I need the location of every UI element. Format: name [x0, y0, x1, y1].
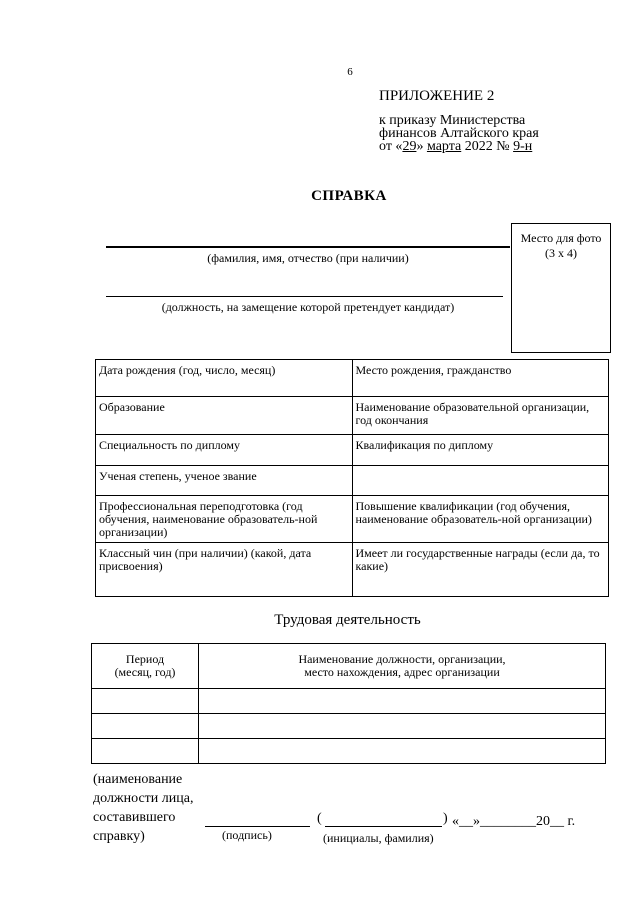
signer-line-2: должности лица,	[93, 791, 194, 806]
signer-line-1: (наименование	[93, 772, 183, 787]
signer-position-label	[93, 770, 193, 846]
empty-cell[interactable]	[352, 466, 609, 496]
appendix-month: марта	[426, 139, 462, 154]
appendix-line-2: финансов Алтайского края	[379, 126, 539, 141]
date-field[interactable]: «__»________20__ г.	[452, 814, 576, 829]
initials-open-paren: (	[317, 811, 322, 826]
work-history-table	[91, 643, 606, 764]
appendix-date-prefix: от «	[379, 139, 403, 154]
position-org-header-line-1: Наименование должности, организации,	[298, 652, 506, 666]
table-row	[96, 360, 609, 397]
appendix-reference	[379, 114, 539, 153]
period-cell[interactable]	[92, 739, 199, 764]
period-header	[92, 644, 199, 689]
table-row	[96, 496, 609, 543]
signature-line[interactable]	[205, 826, 310, 827]
table-row	[96, 466, 609, 496]
table-row	[92, 689, 606, 714]
signature-label: (подпись)	[222, 828, 272, 842]
signer-line-3: составившего	[93, 810, 176, 825]
position-org-header-line-2: место нахождения, адрес организации	[304, 665, 500, 679]
page-number: 6	[347, 66, 353, 78]
appendix-year: 2022 №	[461, 139, 514, 154]
period-cell[interactable]	[92, 714, 199, 739]
table-header-row	[92, 644, 606, 689]
retraining-cell[interactable]: Профессиональная переподготовка (год обучения, наименование образователь-ной организации)	[96, 496, 353, 543]
class-rank-cell[interactable]: Классный чин (при наличии) (какой, дата присвоения)	[96, 543, 353, 597]
signer-line-4: справку)	[93, 829, 145, 844]
birth-date-cell[interactable]: Дата рождения (год, число, месяц)	[96, 360, 353, 397]
appendix-date-mid: »	[416, 139, 427, 154]
appendix-day: 29	[402, 139, 417, 154]
photo-label: Место для фото	[520, 231, 602, 245]
table-row	[96, 397, 609, 435]
fio-caption: (фамилия, имя, отчество (при наличии)	[207, 251, 409, 265]
appendix-line-1: к приказу Министерства	[379, 113, 526, 128]
table-row	[96, 543, 609, 597]
education-cell[interactable]: Образование	[96, 397, 353, 435]
table-row	[92, 739, 606, 764]
work-history-title: Трудовая деятельность	[274, 612, 421, 628]
table-row	[96, 435, 609, 466]
period-header-line-2: (месяц, год)	[114, 665, 176, 679]
appendix-title: ПРИЛОЖЕНИЕ 2	[379, 88, 495, 104]
position-org-header	[199, 644, 606, 689]
position-line[interactable]	[106, 296, 503, 297]
personal-info-table	[95, 359, 609, 597]
position-caption: (должность, на замещение которой претендует кандидат)	[161, 300, 455, 314]
advanced-training-cell[interactable]: Повышение квалификации (год обучения, наименование образователь-ной организации)	[352, 496, 609, 543]
appendix-number: 9-н	[513, 139, 533, 154]
education-institution-cell[interactable]: Наименование образовательной организации, год окончания	[352, 397, 609, 435]
photo-placeholder	[511, 223, 611, 353]
birth-place-cell[interactable]: Место рождения, гражданство	[352, 360, 609, 397]
initials-close-paren: )	[443, 811, 448, 826]
position-org-cell[interactable]	[199, 714, 606, 739]
period-header-line-1: Период	[125, 652, 165, 666]
table-row	[92, 714, 606, 739]
period-cell[interactable]	[92, 689, 199, 714]
qualification-cell[interactable]: Квалификация по диплому	[352, 435, 609, 466]
state-awards-cell[interactable]: Имеет ли государственные награды (если да, то какие)	[352, 543, 609, 597]
specialty-cell[interactable]: Специальность по диплому	[96, 435, 353, 466]
initials-label: (инициалы, фамилия)	[323, 831, 434, 845]
initials-line[interactable]	[325, 826, 442, 827]
document-title: СПРАВКА	[311, 188, 387, 204]
position-org-cell[interactable]	[199, 689, 606, 714]
fio-line[interactable]	[106, 246, 510, 248]
photo-size: (3 х 4)	[545, 246, 577, 260]
position-org-cell[interactable]	[199, 739, 606, 764]
appendix-line-3	[379, 140, 539, 153]
academic-degree-cell[interactable]: Ученая степень, ученое звание	[96, 466, 353, 496]
